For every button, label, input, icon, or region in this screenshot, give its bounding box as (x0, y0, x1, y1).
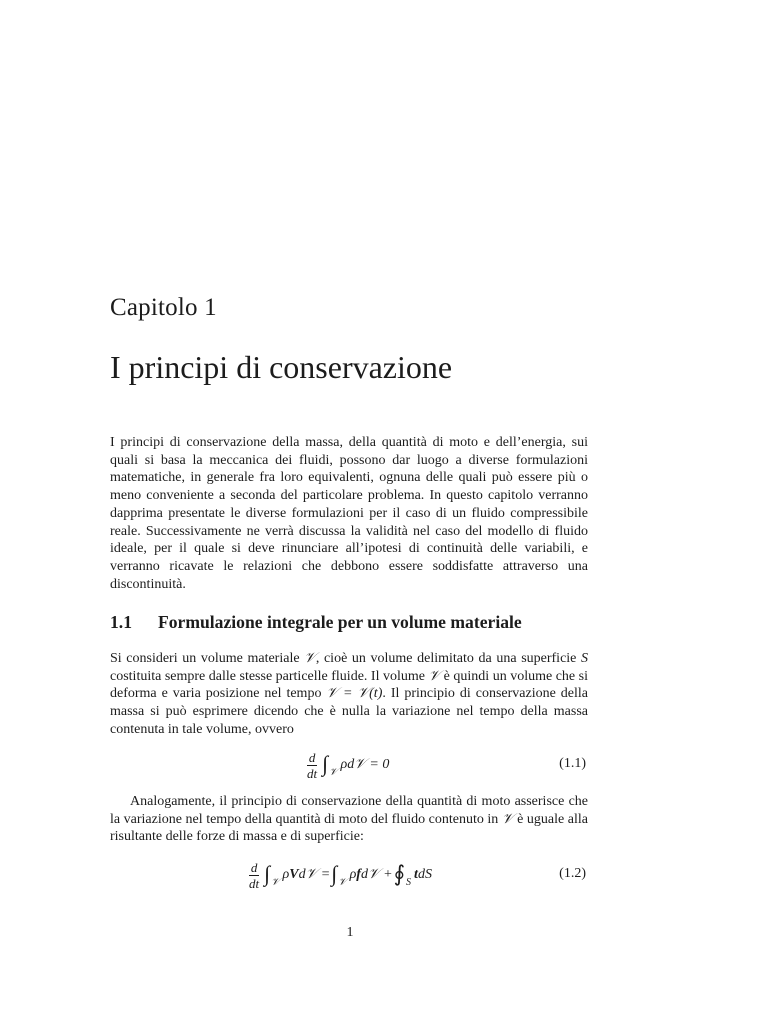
inline-equation-volume-time: 𝒱 = 𝒱(t) (326, 686, 383, 702)
para2-text-2: , cioè un volume delimitato da una superficie (315, 651, 582, 666)
para3-text-1: Analogamente, il principio di conservazione della quantità di moto asserisce che la variazione nel tempo della quantità di moto del fluido contenuto in (110, 794, 588, 827)
page-number: 1 (346, 925, 354, 940)
para2-text-1: Si consideri un volume materiale (110, 651, 305, 666)
body-force-vector: f (356, 867, 361, 882)
section-heading (110, 612, 588, 633)
integral-subscript: 𝒱 (271, 876, 280, 888)
symbol-volume: 𝒱 (304, 650, 316, 666)
symbol-volume: 𝒱 (501, 810, 514, 827)
integral-subscript: 𝒱 (338, 876, 347, 888)
derivative-fraction (248, 860, 260, 891)
chapter-label: Capitolo 1 (110, 294, 217, 321)
equation-1-2 (110, 855, 588, 895)
paragraph-material-volume (110, 650, 588, 739)
paragraph-momentum (110, 793, 588, 846)
stress-vector: t (414, 867, 418, 882)
symbol-volume: 𝒱 (428, 667, 441, 684)
fraction-denominator: dt (249, 875, 260, 891)
contour-integral-subscript: S (406, 876, 412, 888)
para3-text-2: è uguale alla risultante delle forze di massa e di superficie: (110, 811, 588, 845)
integral-sign: ∫ (264, 861, 271, 886)
fraction-numerator: d (250, 859, 258, 875)
equation-1-1 (110, 745, 588, 785)
para2-text-3: costituita sempre dalle stesse particelle fluide. Il volume (110, 668, 429, 684)
equation-1-1-body (306, 745, 389, 785)
fraction-denominator: dt (307, 765, 318, 781)
density-symbol: ρ (349, 867, 357, 882)
symbol-surface: S (581, 651, 589, 666)
integral-sign: ∫ (322, 751, 329, 776)
fraction-numerator: d (308, 749, 316, 765)
surface-differential: dS (417, 867, 432, 882)
volume-differential: d𝒱 + (360, 867, 393, 882)
para2-text-4: è quindi un volume che si deforma e varia posizione nel tempo (110, 668, 588, 702)
section-title: Formulazione integrale per un volume materiale (158, 612, 522, 632)
velocity-vector: V (289, 867, 299, 882)
derivative-fraction (306, 750, 318, 781)
chapter-title: I principi di conservazione (110, 349, 453, 385)
equation-number: (1.2) (559, 866, 586, 881)
contour-integral-sign: ∮ (393, 861, 406, 886)
integral-subscript: 𝒱 (329, 766, 338, 778)
integrand: ρd𝒱 = 0 (340, 757, 390, 772)
section-number: 1.1 (110, 612, 132, 632)
equation-number: (1.1) (559, 756, 586, 771)
integral-sign: ∫ (331, 861, 338, 886)
density-symbol: ρ (282, 867, 290, 882)
equation-1-2-body (248, 855, 432, 895)
volume-differential: d𝒱 = (298, 867, 331, 882)
intro-paragraph: I principi di conservazione della massa, della quantità di moto e dell’energia, sui quali si basa la meccanica dei fluidi, possono dar luogo a diverse formulazioni matematiche, in generale fra loro equivalenti, ognuna delle quali può essere più o meno conveniente a seconda del particolare problema. In questo capitolo verranno dapprima presentate le diverse formulazioni per il caso di un fluido compressibile reale. Successivamente ne verrà discussa la validità nel caso del modello di fluido ideale, per il quale si deve rinunciare all’ipotesi di continuità delle variabili, e verranno ricavate le relazioni che debbono essere soddisfatte attraverso una discontinuità. (110, 435, 588, 592)
para2-text-5: . Il principio di conservazione della massa si può esprimere dicendo che è nulla la variazione nel tempo della massa contenuta in tale volume, ovvero (110, 686, 588, 737)
